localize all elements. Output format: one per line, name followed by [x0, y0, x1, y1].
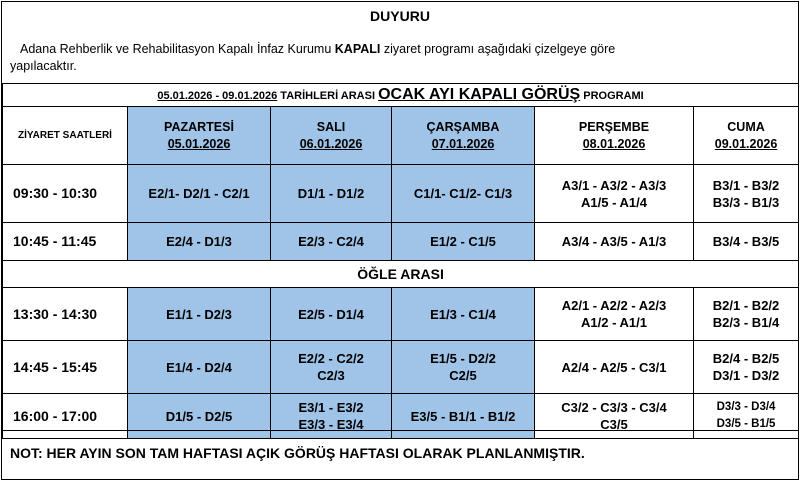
ward-line: E3/5 - B1/1 - B1/2	[410, 408, 516, 424]
day-name: ÇARŞAMBA	[426, 119, 500, 134]
intro-line-1	[10, 41, 790, 58]
day-date: 06.01.2026	[299, 136, 363, 151]
ward-line: D3/5 - B1/5	[716, 418, 776, 430]
ward-cell	[392, 165, 535, 223]
period-heading	[3, 84, 799, 107]
ward-cell	[128, 341, 271, 394]
period-big-title: OCAK AYI KAPALI GÖRÜŞ	[378, 85, 581, 103]
visit-schedule-table	[2, 83, 799, 439]
ward-line: C3/2 - C3/3 - C3/4	[561, 400, 667, 415]
announcement-intro	[10, 41, 790, 75]
day-header	[392, 107, 535, 165]
ward-line: E3/1 - E3/2	[298, 400, 364, 415]
ward-line: E2/1- D2/1 - C2/1	[148, 186, 250, 201]
ward-line: E3/3 - E3/4	[298, 417, 364, 432]
ward-line: E2/4 - D1/3	[166, 234, 232, 249]
ward-cell	[271, 165, 392, 223]
ward-line: B3/1 - B3/2	[712, 177, 780, 193]
day-date: 08.01.2026	[582, 136, 646, 151]
ward-line: A1/5 - A1/4	[581, 194, 647, 210]
announcement-sheet	[1, 1, 799, 480]
time-slot: 10:45 - 11:45	[3, 223, 128, 261]
ward-cell	[694, 394, 799, 439]
ward-line: B2/4 - B2/5	[712, 351, 780, 366]
ward-cell	[128, 223, 271, 261]
time-slot: 13:30 - 14:30	[3, 288, 128, 341]
ward-line: E1/2 - C1/5	[430, 234, 496, 249]
ward-cell	[392, 341, 535, 394]
ward-line: B2/1 - B2/2	[712, 298, 780, 313]
time-slot: 16:00 - 17:00	[3, 394, 128, 439]
ward-line: B3/3 - B1/3	[712, 194, 780, 210]
ward-line: A2/1 - A2/2 - A2/3	[561, 298, 667, 313]
day-date: 05.01.2026	[167, 136, 231, 151]
ward-line: B3/4 - B3/5	[712, 234, 780, 249]
day-date: 09.01.2026	[714, 136, 778, 151]
ward-cell	[128, 165, 271, 223]
ward-line: A3/1 - A3/2 - A3/3	[561, 177, 667, 193]
ward-line: C2/3	[317, 368, 345, 383]
day-header	[271, 107, 392, 165]
ward-line: D3/3 - D3/4	[716, 401, 776, 413]
lunch-break-row: ÖĞLE ARASI	[3, 261, 799, 288]
day-name: PERŞEMBE	[578, 119, 650, 134]
day-name: CUMA	[727, 119, 765, 134]
ward-line: B2/3 - B1/4	[712, 315, 780, 330]
day-name: SALI	[316, 119, 346, 134]
period-end: PROGRAMI	[580, 89, 644, 102]
ward-cell	[271, 223, 392, 261]
ward-line: E1/3 - C1/4	[430, 306, 496, 322]
ward-cell	[271, 394, 392, 439]
ward-cell	[694, 223, 799, 261]
ward-cell	[535, 165, 694, 223]
ward-cell	[392, 223, 535, 261]
schedule-row	[3, 341, 799, 394]
announcement-title: DUYURU	[370, 8, 430, 24]
ward-cell	[694, 165, 799, 223]
ward-cell	[694, 341, 799, 394]
ward-cell	[128, 394, 271, 439]
day-date: 07.01.2026	[431, 136, 495, 151]
time-slot: 09:30 - 10:30	[3, 165, 128, 223]
ward-line: A2/4 - A2/5 - C3/1	[561, 359, 667, 375]
schedule-row	[3, 288, 799, 341]
ward-line: A3/4 - A3/5 - A1/3	[561, 234, 667, 249]
ward-line: E2/5 - D1/4	[298, 306, 364, 322]
intro-text-end: ziyaret programı aşağıdaki çizelgeye göre	[380, 42, 616, 56]
time-slot: 14:45 - 15:45	[3, 341, 128, 394]
note-divider	[2, 430, 798, 431]
ward-line: E2/3 - C2/4	[298, 234, 364, 249]
ward-cell	[392, 288, 535, 341]
ward-line: E1/1 - D2/3	[166, 306, 232, 322]
ward-line: E2/2 - C2/2	[298, 351, 364, 366]
ward-cell	[535, 394, 694, 439]
visit-hours-header: ZİYARET SAATLERİ	[3, 107, 128, 165]
ward-line: E1/5 - D2/2	[430, 351, 496, 366]
period-range: 05.01.2026 - 09.01.2026	[157, 89, 278, 102]
ward-cell	[535, 341, 694, 394]
schedule-row	[3, 165, 799, 223]
schedule-row	[3, 394, 799, 439]
ward-line: D1/5 - D2/5	[165, 408, 233, 424]
ward-cell	[128, 288, 271, 341]
ward-cell	[535, 288, 694, 341]
ward-cell	[535, 223, 694, 261]
ward-cell	[694, 288, 799, 341]
ward-line: C3/5	[600, 417, 628, 432]
day-name: PAZARTESİ	[164, 119, 234, 134]
ward-line: D3/1 - D3/2	[712, 368, 780, 383]
schedule-row	[3, 223, 799, 261]
ward-line: D1/1 - D1/2	[297, 186, 365, 201]
note-text: NOT: HER AYIN SON TAM HAFTASI AÇIK GÖRÜŞ HAFTASI OLARAK PLANLANMIŞTIR.	[10, 445, 585, 461]
ward-cell	[392, 394, 535, 439]
ward-line: E1/4 - D2/4	[166, 359, 232, 375]
ward-line: C1/1- C1/2- C1/3	[413, 186, 513, 201]
period-mid: TARİHLERİ ARASI	[277, 89, 379, 102]
intro-text-start: Adana Rehberlik ve Rehabilitasyon Kapalı İnfaz Kurumu	[20, 42, 335, 56]
intro-bold-word: KAPALI	[334, 42, 381, 56]
day-header	[694, 107, 799, 165]
intro-line-2: yapılacaktır.	[10, 59, 77, 73]
day-header	[128, 107, 271, 165]
ward-line: C2/5	[449, 368, 477, 383]
ward-line: A1/2 - A1/1	[581, 315, 647, 330]
ward-cell	[271, 341, 392, 394]
ward-cell	[271, 288, 392, 341]
day-header	[535, 107, 694, 165]
